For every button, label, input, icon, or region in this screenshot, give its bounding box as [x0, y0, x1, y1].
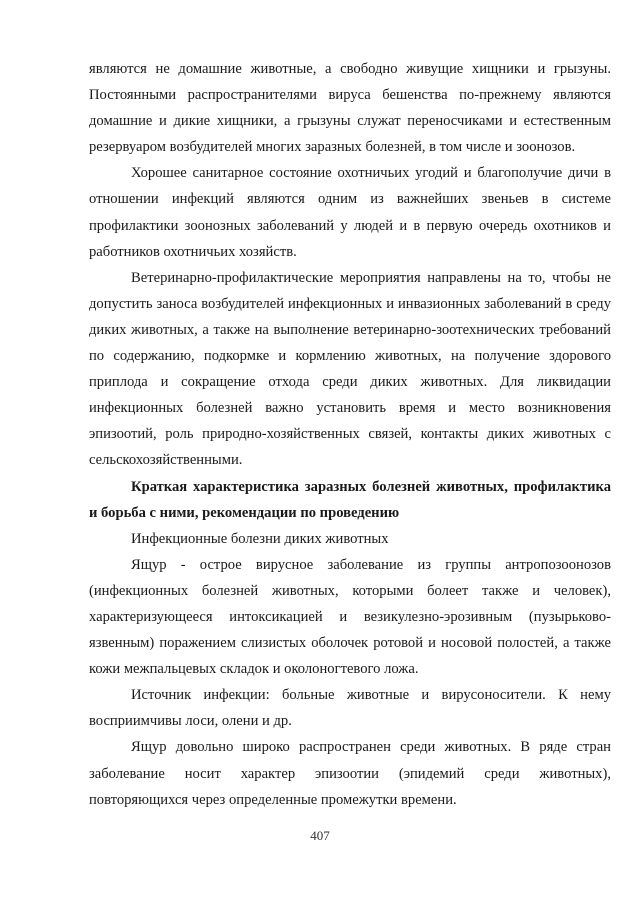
- document-page: [89, 56, 611, 813]
- paragraph-infection-source: Источник инфекции: больные животные и вирусоносители. К нему восприимчивы лоси, олени и др.: [89, 687, 611, 730]
- paragraph-foot-and-mouth: Ящур - острое вирусное заболевание из группы антропозоонозов (инфекционных болезней животных, которыми болеет также и человек), характеризующееся интоксикацией и везикулезно-эрозивным (пузырьково-язвенным) поражением слизистых оболочек ротовой и носовой полостей, а также кожи межпальцевых складок и околоногтевого ложа.: [89, 556, 611, 678]
- section-subheading: Инфекционные болезни диких животных: [131, 530, 389, 547]
- paragraph-hunting-grounds: Хорошее санитарное состояние охотничьих угодий и благополучие дичи в отношении инфекций являются одним из важнейших звеньев в системе профилактики зоонозных заболеваний у людей и в первую очередь охотников и работников охотничьих хозяйств.: [89, 165, 611, 260]
- paragraph-rodents: являются не домашние животные, а свободно живущие хищники и грызуны. Постоянными распространителями вируса бешенства по-прежнему являются домашние и дикие хищники, а грызуны служат переносчиками и естественным резервуаром возбудителей многих заразных болезней, в том числе и зоонозов.: [89, 61, 611, 156]
- paragraph-vet-measures: Ветеринарно-профилактические мероприятия направлены на то, чтобы не допустить заноса возбудителей инфекционных и инвазионных заболеваний в среду диких животных, а также на выполнение ветеринарно-зоотехнических требований по содержанию, подкормке и кормлению животных, на получение здорового приплода и сокращение отхода среди диких животных. Для ликвидации инфекционных болезней важно установить время и место возникновения эпизоотий, роль природно-хозяйственных связей, контакты диких животных с сельскохозяйственными.: [89, 269, 611, 469]
- section-heading: Краткая характеристика заразных болезней животных, профилактика и борьба с ними, рекомендации по проведению: [89, 478, 611, 521]
- paragraph-prevalence: Ящур довольно широко распространен среди животных. В ряде стран заболевание носит характер эпизоотии (эпидемий среди животных), повторяющихся через определенные промежутки времени.: [89, 739, 611, 808]
- page-number: 407: [310, 828, 330, 843]
